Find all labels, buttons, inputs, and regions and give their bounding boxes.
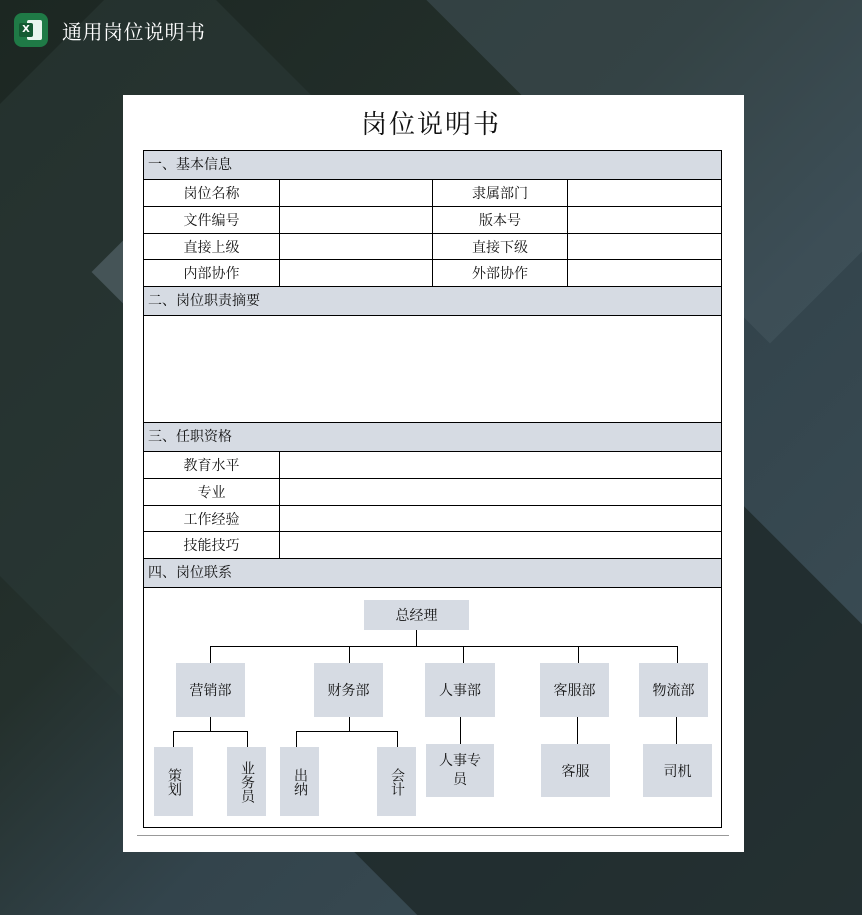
org-node-customer-service: 客服 <box>541 744 610 797</box>
org-node-service: 客服部 <box>540 663 609 717</box>
org-node-root: 总经理 <box>364 600 469 630</box>
field-value[interactable] <box>568 260 721 286</box>
org-node-logistics: 物流部 <box>639 663 708 717</box>
section-duties: 二、岗位职责摘要 <box>144 287 721 316</box>
connector-line <box>296 731 297 747</box>
table-row <box>144 260 721 287</box>
connector-line <box>416 630 417 646</box>
field-label: 工作经验 <box>144 506 280 531</box>
connector-line <box>247 731 248 747</box>
field-label: 直接上级 <box>144 234 280 259</box>
field-label: 教育水平 <box>144 452 280 478</box>
document-title: 岗位说明书 <box>360 110 501 140</box>
field-value[interactable] <box>280 234 433 259</box>
table-row <box>144 452 721 479</box>
field-value[interactable] <box>280 532 721 558</box>
field-value[interactable] <box>568 180 721 206</box>
connector-line <box>349 717 350 731</box>
org-node-hr: 人事部 <box>425 663 495 717</box>
section-basic-info: 一、基本信息 <box>144 151 721 180</box>
org-node-salesperson: 业务员 <box>227 747 266 816</box>
duties-text-area[interactable] <box>144 316 721 423</box>
org-node-hr-specialist: 人事专员 <box>426 744 494 797</box>
field-value[interactable] <box>568 234 721 259</box>
connector-line <box>296 731 397 732</box>
connector-line <box>677 646 678 663</box>
section-qualifications: 三、任职资格 <box>144 423 721 452</box>
table-row <box>144 479 721 506</box>
field-value[interactable] <box>280 452 721 478</box>
section-relations: 四、岗位联系 <box>144 559 721 588</box>
connector-line <box>460 717 461 744</box>
field-label: 内部协作 <box>144 260 280 286</box>
field-label: 直接下级 <box>433 234 568 259</box>
field-label: 技能技巧 <box>144 532 280 558</box>
table-row <box>144 532 721 559</box>
table-row <box>144 180 721 207</box>
app-title: 通用岗位说明书 <box>62 19 206 44</box>
field-label: 外部协作 <box>433 260 568 286</box>
field-value[interactable] <box>568 207 721 233</box>
app-header <box>14 12 206 48</box>
org-node-planning: 策划 <box>154 747 193 816</box>
org-node-cashier: 出纳 <box>280 747 319 816</box>
connector-line <box>463 646 464 663</box>
connector-line <box>577 717 578 744</box>
table-row <box>144 207 721 234</box>
org-node-marketing: 营销部 <box>176 663 245 717</box>
field-value[interactable] <box>280 506 721 531</box>
table-row <box>144 506 721 532</box>
connector-line <box>578 646 579 663</box>
field-label: 专业 <box>144 479 280 505</box>
field-label: 岗位名称 <box>144 180 280 206</box>
field-label: 版本号 <box>433 207 568 233</box>
divider <box>137 835 729 836</box>
job-description-table <box>143 150 722 828</box>
connector-line <box>210 717 211 731</box>
table-row <box>144 234 721 260</box>
connector-line <box>210 646 211 663</box>
field-value[interactable] <box>280 180 433 206</box>
connector-line <box>349 646 350 663</box>
field-value[interactable] <box>280 260 433 286</box>
field-value[interactable] <box>280 207 433 233</box>
connector-line <box>676 717 677 744</box>
connector-line <box>173 731 247 732</box>
field-value[interactable] <box>280 479 721 505</box>
excel-icon: X <box>14 13 48 47</box>
connector-line <box>173 731 174 747</box>
org-node-accountant: 会计 <box>377 747 416 816</box>
field-label: 文件编号 <box>144 207 280 233</box>
org-node-driver: 司机 <box>643 744 712 797</box>
connector-line <box>210 646 677 647</box>
org-chart <box>144 588 721 827</box>
connector-line <box>397 731 398 747</box>
org-node-finance: 财务部 <box>314 663 383 717</box>
field-label: 隶属部门 <box>433 180 568 206</box>
